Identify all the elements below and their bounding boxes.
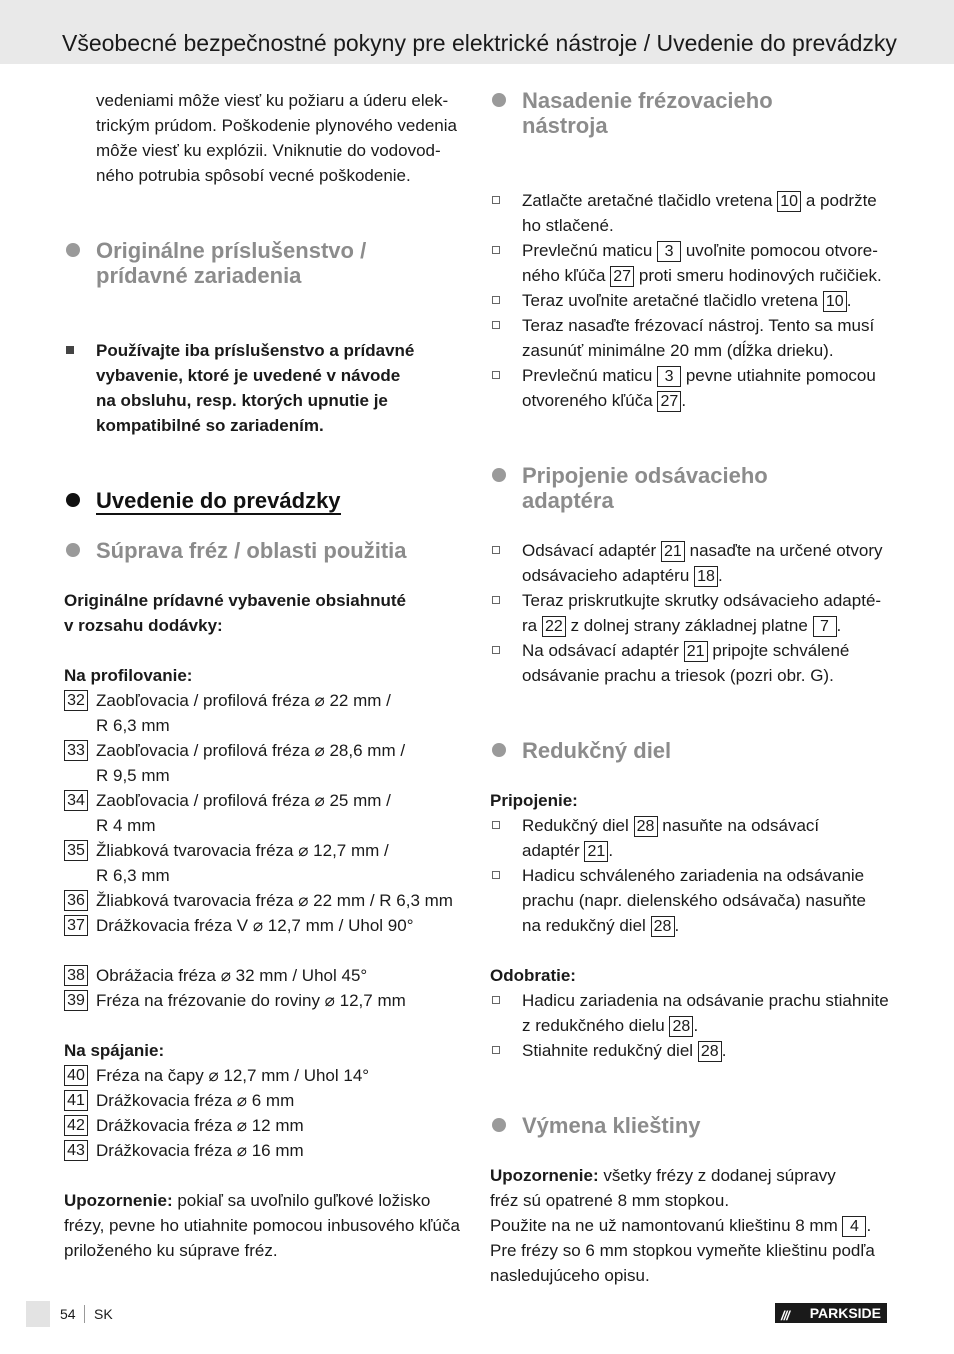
reference-number: 21 bbox=[584, 841, 608, 862]
warning-text: na obsluhu, resp. ktorých upnutie je bbox=[96, 391, 388, 410]
note-text: frézy, pevne ho utiahnite pomocou inbusového kľúča bbox=[64, 1216, 460, 1235]
reference-number: 34 bbox=[64, 790, 88, 811]
mounting-step bbox=[490, 313, 892, 363]
intro-text: môže viesť ku explózii. Vniknutie do vodovod- bbox=[96, 141, 441, 160]
reference-number: 27 bbox=[657, 391, 681, 412]
start-heading bbox=[64, 488, 466, 513]
item-text: Drážkovacia fréza ⌀ 6 mm bbox=[96, 1091, 295, 1110]
item-text: Obrážacia fréza ⌀ 32 mm / Uhol 45° bbox=[96, 966, 368, 985]
profile-bit-item bbox=[64, 788, 466, 838]
mounting-step bbox=[490, 288, 892, 313]
reference-number: 4 bbox=[842, 1216, 866, 1237]
spacer bbox=[490, 163, 892, 188]
logo-text: PARKSIDE bbox=[809, 1305, 881, 1321]
intro-text: ného potrubia spôsobí vecné poškodenie. bbox=[96, 166, 411, 185]
checkbox-bullet-icon bbox=[492, 871, 500, 879]
note-label: Upozornenie: bbox=[490, 1166, 599, 1185]
joining-bit-item bbox=[64, 1063, 466, 1088]
original-accessories-text: v rozsahu dodávky: bbox=[64, 616, 223, 635]
checkbox-bullet-icon bbox=[492, 596, 500, 604]
spacer bbox=[490, 763, 892, 788]
reference-number: 35 bbox=[64, 840, 88, 861]
reference-number: 7 bbox=[813, 616, 837, 637]
reference-number: 28 bbox=[634, 816, 658, 837]
item-line: Odsávací adaptér 21 nasaďte na určené otvory bbox=[522, 541, 883, 560]
item-text: R 9,5 mm bbox=[96, 766, 170, 785]
item-line: otvoreného kľúča 27 . bbox=[522, 391, 687, 410]
reference-number: 40 bbox=[64, 1065, 88, 1086]
reference-number: 3 bbox=[657, 366, 681, 387]
item-line: zasunúť minimálne 20 mm (dĺžka drieku). bbox=[522, 341, 834, 360]
item-line: Hadicu zariadenia na odsávanie prachu stiahnite bbox=[522, 991, 889, 1010]
original-accessories-text: Originálne prídavné vybavenie obsiahnuté bbox=[64, 591, 406, 610]
item-line: ra 22 z dolnej strany základnej platne 7 . bbox=[522, 616, 842, 635]
page-header bbox=[0, 0, 954, 64]
profile-bit-item bbox=[64, 913, 466, 938]
remove-step bbox=[490, 1038, 892, 1063]
item-line: adaptér 21 . bbox=[522, 841, 614, 860]
reference-number: 32 bbox=[64, 690, 88, 711]
spacer bbox=[64, 563, 466, 588]
spacer bbox=[490, 138, 892, 163]
spacer bbox=[64, 638, 466, 663]
square-bullet-icon bbox=[66, 346, 74, 354]
intro-text: trickým prúdom. Poškodenie plynového vedenia bbox=[96, 116, 457, 135]
reference-number: 21 bbox=[661, 541, 685, 562]
item-text: Zaobľovacia / profilová fréza ⌀ 25 mm / bbox=[96, 791, 391, 810]
collet-text: nasledujúceho opisu. bbox=[490, 1266, 650, 1285]
spacer bbox=[64, 513, 466, 538]
profile-bit-item bbox=[64, 888, 466, 913]
reducer-heading: Redukčný diel bbox=[490, 738, 892, 763]
checkbox-bullet-icon bbox=[492, 996, 500, 1004]
item-text: Fréza na frézovanie do roviny ⌀ 12,7 mm bbox=[96, 991, 406, 1010]
item-line: Na odsávací adaptér 21 pripojte schválené bbox=[522, 641, 850, 660]
reference-number: 37 bbox=[64, 915, 88, 936]
note-text: priloženého ku súprave fréz. bbox=[64, 1241, 278, 1260]
bit-set-heading: Súprava fréz / oblasti použitia bbox=[64, 538, 466, 563]
checkbox-bullet-icon bbox=[492, 296, 500, 304]
spacer bbox=[64, 1013, 466, 1038]
item-text: R 6,3 mm bbox=[96, 866, 170, 885]
collet-text: fréz sú opatrené 8 mm stopkou. bbox=[490, 1191, 730, 1210]
item-line: Stiahnite redukčný diel 28 . bbox=[522, 1041, 727, 1060]
item-text: Zaobľovacia / profilová fréza ⌀ 22 mm / bbox=[96, 691, 391, 710]
item-text: Drážkovacia fréza V ⌀ 12,7 mm / Uhol 90° bbox=[96, 916, 414, 935]
spacer bbox=[64, 438, 466, 463]
spacer bbox=[490, 413, 892, 438]
profile-bit-item bbox=[64, 738, 466, 788]
spacer bbox=[64, 188, 466, 213]
reference-number: 43 bbox=[64, 1140, 88, 1161]
intro-text: vedeniami môže viesť ku požiaru a úderu elek- bbox=[96, 91, 449, 110]
item-line: Redukčný diel 28 nasuňte na odsávací bbox=[522, 816, 820, 835]
item-text: Drážkovacia fréza ⌀ 12 mm bbox=[96, 1116, 304, 1135]
reference-number: 39 bbox=[64, 990, 88, 1011]
right-column bbox=[490, 88, 892, 1288]
reference-number: 28 bbox=[698, 1041, 722, 1062]
reference-number: 3 bbox=[657, 241, 681, 262]
item-line: Hadicu schváleného zariadenia na odsávanie bbox=[522, 866, 865, 885]
collet-note: Upozornenie: všetky frézy z dodanej súpravy bbox=[490, 1166, 836, 1185]
remove-label: Odobratie: bbox=[490, 966, 576, 985]
spacer bbox=[490, 1063, 892, 1088]
checkbox-bullet-icon bbox=[492, 196, 500, 204]
reference-number: 42 bbox=[64, 1115, 88, 1136]
language-code: SK bbox=[94, 1306, 113, 1322]
reference-number: 18 bbox=[694, 566, 718, 587]
spacer bbox=[64, 463, 466, 488]
checkbox-bullet-icon bbox=[492, 371, 500, 379]
item-text: Drážkovacia fréza ⌀ 16 mm bbox=[96, 1141, 304, 1160]
left-column bbox=[64, 88, 466, 1263]
reference-number: 38 bbox=[64, 965, 88, 986]
mounting-heading: Nasadenie frézovacieho nástroja bbox=[490, 88, 892, 138]
reference-number: 41 bbox=[64, 1090, 88, 1111]
profile-bit-item bbox=[64, 963, 466, 988]
collet-text: Pre frézy so 6 mm stopkou vymeňte klieštinu podľa bbox=[490, 1241, 875, 1260]
parkside-logo bbox=[775, 1303, 887, 1323]
profile-bit-item bbox=[64, 988, 466, 1013]
item-line: ného kľúča 27 proti smeru hodinových ručičiek. bbox=[522, 266, 882, 285]
bearing-note: Upozornenie: pokiaľ sa uvoľnilo guľkové ložisko bbox=[64, 1191, 431, 1210]
page-number: 54 bbox=[60, 1306, 76, 1322]
reference-number: 10 bbox=[823, 291, 847, 312]
reference-number: 36 bbox=[64, 890, 88, 911]
reference-number: 21 bbox=[684, 641, 708, 662]
mounting-step bbox=[490, 363, 892, 413]
spacer bbox=[64, 1163, 466, 1188]
spacer bbox=[490, 1138, 892, 1163]
reference-number: 28 bbox=[669, 1016, 693, 1037]
spacer bbox=[64, 938, 466, 963]
reference-number: 10 bbox=[777, 191, 801, 212]
profile-bit-item bbox=[64, 688, 466, 738]
accessories-warning bbox=[64, 338, 466, 438]
checkbox-bullet-icon bbox=[492, 821, 500, 829]
reference-number: 28 bbox=[651, 916, 675, 937]
connect-label: Pripojenie: bbox=[490, 791, 578, 810]
item-line: prachu (napr. dielenského odsávača) nasuňte bbox=[522, 891, 867, 910]
reference-number: 33 bbox=[64, 740, 88, 761]
warning-text: kompatibilné so zariadením. bbox=[96, 416, 324, 435]
item-text: Fréza na čapy ⌀ 12,7 mm / Uhol 14° bbox=[96, 1066, 370, 1085]
adapter-step bbox=[490, 538, 892, 588]
joining-label: Na spájanie: bbox=[64, 1041, 165, 1060]
profile-bit-item bbox=[64, 838, 466, 888]
spacer bbox=[64, 213, 466, 238]
item-text: Zaobľovacia / profilová fréza ⌀ 28,6 mm / bbox=[96, 741, 406, 760]
mounting-step bbox=[490, 238, 892, 288]
spacer bbox=[490, 438, 892, 463]
connect-step bbox=[490, 863, 892, 938]
joining-bit-item bbox=[64, 1113, 466, 1138]
checkbox-bullet-icon bbox=[492, 546, 500, 554]
checkbox-bullet-icon bbox=[492, 646, 500, 654]
spacer bbox=[490, 513, 892, 538]
spacer bbox=[490, 1088, 892, 1113]
connect-step bbox=[490, 813, 892, 863]
checkbox-bullet-icon bbox=[492, 1046, 500, 1054]
item-text: R 4 mm bbox=[96, 816, 156, 835]
joining-bit-item bbox=[64, 1088, 466, 1113]
joining-bit-item bbox=[64, 1138, 466, 1163]
item-line: odsávanie prachu a triesok (pozri obr. G). bbox=[522, 666, 834, 685]
item-line: na redukčný diel 28 . bbox=[522, 916, 680, 935]
profiling-label: Na profilovanie: bbox=[64, 666, 193, 685]
checkbox-bullet-icon bbox=[492, 246, 500, 254]
collet-heading: Výmena klieštiny bbox=[490, 1113, 892, 1138]
spacer bbox=[64, 288, 466, 313]
spacer bbox=[490, 713, 892, 738]
adapter-step bbox=[490, 638, 892, 688]
footer-divider bbox=[84, 1305, 85, 1323]
item-text: R 6,3 mm bbox=[96, 716, 170, 735]
spacer bbox=[490, 938, 892, 963]
item-text: Žliabková tvarovacia fréza ⌀ 22 mm / R 6,3 mm bbox=[96, 891, 453, 910]
page-title: Všeobecné bezpečnostné pokyny pre elektrické nástroje / Uvedenie do prevádzky bbox=[62, 30, 897, 56]
start-heading-text: Uvedenie do prevádzky bbox=[96, 488, 341, 513]
remove-step bbox=[490, 988, 892, 1038]
checkbox-bullet-icon bbox=[492, 321, 500, 329]
logo-stripes-icon: /// bbox=[781, 1308, 789, 1323]
spacer bbox=[64, 313, 466, 338]
item-line: Zatlačte aretačné tlačidlo vretena 10 a podržte bbox=[522, 191, 877, 210]
reference-number: 27 bbox=[610, 266, 634, 287]
collet-text: Použite na ne už namontovanú klieštinu 8 mm 4 . bbox=[490, 1216, 872, 1235]
item-text: Žliabková tvarovacia fréza ⌀ 12,7 mm / bbox=[96, 841, 389, 860]
spacer bbox=[490, 688, 892, 713]
warning-text: vybavenie, ktoré je uvedené v návode bbox=[96, 366, 401, 385]
item-line: ho stlačené. bbox=[522, 216, 614, 235]
accessories-heading: Originálne príslušenstvo / prídavné zariadenia bbox=[64, 238, 466, 288]
adapter-step bbox=[490, 588, 892, 638]
item-line: Prevlečnú maticu 3 uvoľnite pomocou otvore- bbox=[522, 241, 878, 260]
reference-number: 22 bbox=[542, 616, 566, 637]
item-line: z redukčného dielu 28 . bbox=[522, 1016, 699, 1035]
adapter-heading: Pripojenie odsávacieho adaptéra bbox=[490, 463, 892, 513]
warning-text: Používajte iba príslušenstvo a prídavné bbox=[96, 341, 415, 360]
item-line: Teraz nasaďte frézovací nástroj. Tento sa musí bbox=[522, 316, 875, 335]
item-line: Teraz uvoľnite aretačné tlačidlo vretena 10 . bbox=[522, 291, 852, 310]
footer-marker bbox=[26, 1301, 50, 1327]
item-line: Prevlečnú maticu 3 pevne utiahnite pomocou bbox=[522, 366, 876, 385]
item-line: odsávacieho adaptéru 18 . bbox=[522, 566, 723, 585]
item-line: Teraz priskrutkujte skrutky odsávacieho adapté- bbox=[522, 591, 882, 610]
note-label: Upozornenie: bbox=[64, 1191, 173, 1210]
mounting-step bbox=[490, 188, 892, 238]
